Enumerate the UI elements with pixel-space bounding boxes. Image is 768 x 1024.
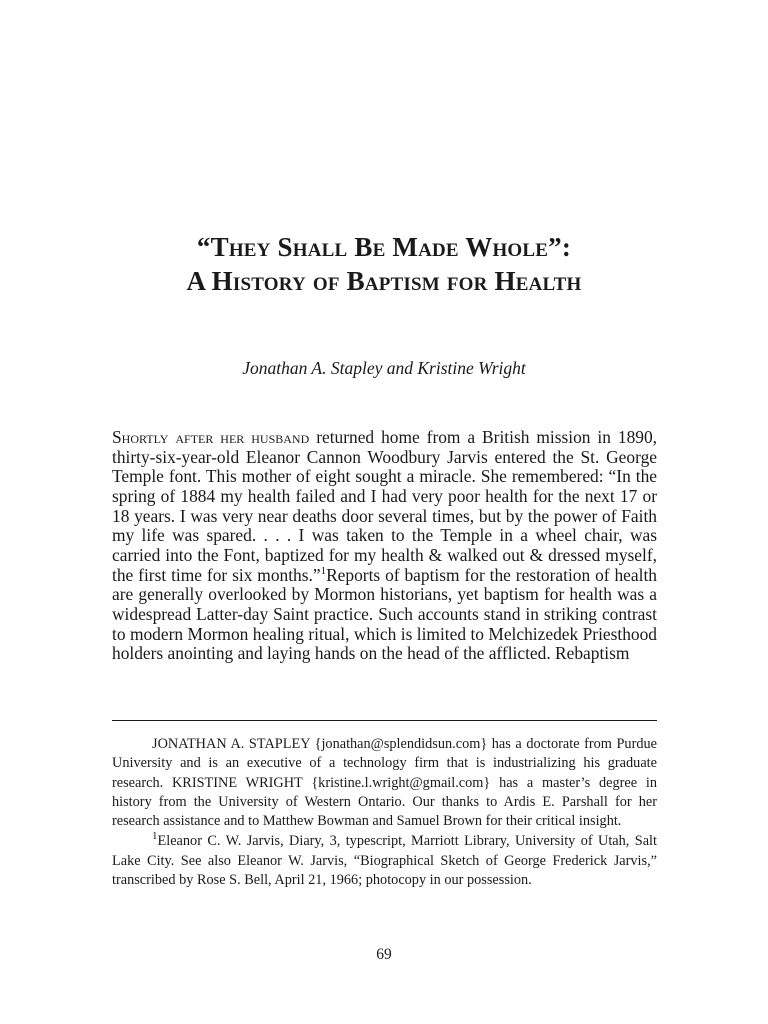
author-note: JONATHAN A. STAPLEY {jonathan@splendidsun.com} has a doctorate from Purdue University and is an executive of a technology firm that is industrializing his graduate research. KRISTINE WRIGHT {kristine.l.wright@gmail.com} has a master’s degree in history from the University of Western Ontario. Our thanks to Ardis E. Parshall for her research assistance and to Matthew Bowman and Samuel Brown for their critical insight. — [112, 736, 657, 830]
footnote-1-text: Eleanor C. W. Jarvis, Diary, 3, typescript, Marriott Library, University of Utah, Salt Lake City. See also Eleanor W. Jarvis, “Biographical Sketch of George Frederick Jarvis,” transcribed by Rose S. Bell, April 21, 1966; photocopy in our possession. — [112, 833, 657, 889]
body-text-part-2: Reports of baptism for the restoration of health are generally overlooked by Mormon historians, yet baptism for health was a widespread Latter-day Saint practice. Such accounts stand in striking contrast to modern Mormon healing ritual, which is limited to Melchizedek Priesthood holders anointing and laying hands on the head of the afflicted. Rebaptism — [112, 564, 657, 664]
title-line-1: “They Shall Be Made Whole”: — [196, 232, 572, 262]
article-title — [0, 230, 768, 298]
footnote-reference-1[interactable]: 1 — [320, 564, 327, 577]
title-line-2: A History of Baptism for Health — [186, 266, 582, 296]
body-text-part-1: returned home from a British mission in 1890, thirty-six-year-old Eleanor Cannon Woodbury Jarvis entered the St. George Temple font. This mother of eight sought a miracle. She remembered: “In the spring of 1884 my health failed and I had very poor health for the next 17 or 18 years. I was very near deaths door several times, but by the power of Faith my life was spared. . . . I was taken to the Temple in a wheel chair, was carried into the Font, baptized for my health & walked out & dressed myself, the first time for six months.” — [112, 427, 657, 585]
footnote-divider — [112, 720, 657, 721]
footnote-1 — [112, 832, 657, 890]
lead-in-small-caps: Shortly after her husband — [112, 427, 310, 447]
article-authors: Jonathan A. Stapley and Kristine Wright — [242, 358, 526, 378]
page-number: 69 — [376, 946, 392, 963]
footnotes-section — [112, 735, 657, 890]
footnote-1-marker: 1 — [152, 830, 158, 843]
body-paragraph — [112, 428, 657, 664]
